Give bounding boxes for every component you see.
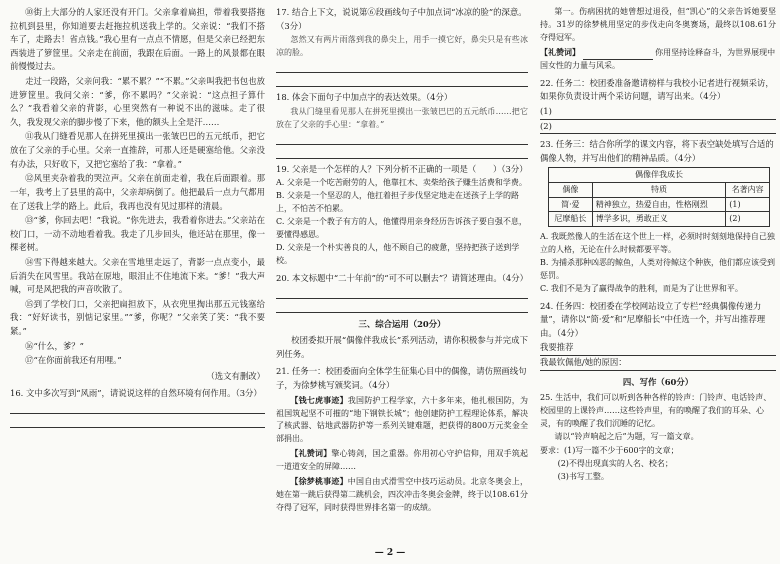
requirements — [540, 445, 776, 458]
material-label: 【钱七虎事迹】 — [290, 394, 348, 405]
passage-paragraph: ⑪我从门缝看见那人在拼死里摸出一张皱巴巴的五元纸币，把它放在了父亲的手心里。父亲一直推辞，可那人还是硬塞给他。父亲没有办法，只好收下，又把它塞给了我：“拿着。” — [10, 131, 265, 169]
item-number: (1) — [540, 105, 552, 116]
question-19: 19. 父亲是一个怎样的人？下列分析不正确的一项是（ ）（3分） — [276, 163, 528, 174]
quoted-sentence: 忽然又有两片雨落到我的鼻尖上，用手一摸它好，鼻尖只是有些冰凉的脸。 — [276, 35, 528, 58]
question-16: 16. 文中多次写到“风雨”，请说说这样的自然环境有何作用。（3分） — [10, 388, 262, 399]
line-prompt: 我最钦佩他/她的原因： — [540, 357, 627, 367]
praise-blank[interactable] — [583, 50, 653, 60]
passage-paragraph: ⑭雪下得越来越大。父亲在雪地里走远了，背影一点点变小，最后消失在风雪里。我站在原地，眼泪止不住地流下来。“爹！”我大声喊，可是风把我的声音吹散了。 — [10, 256, 265, 295]
requirement-3: (3)书写工整。 — [557, 471, 609, 481]
option-d[interactable]: D. 父亲是一个朴实善良的人，他不顾自己的疲惫，坚持把孩子送到学校。 — [276, 243, 520, 265]
table-cell-answer[interactable]: (1) — [726, 197, 770, 212]
option-b: B. 为捕杀那种凶恶的鲸鱼，人类对待鲸这个种族，他们都应该受到惩罚。 — [540, 257, 775, 280]
idol-table — [548, 167, 770, 226]
option-a[interactable]: A. 父亲是一个吃苦耐劳的人，他靠扛木、卖柴给孩子赚生活费和学费。 — [276, 178, 527, 188]
answer-line[interactable] — [276, 75, 528, 87]
requirements-title: 要求： — [540, 446, 564, 456]
quoted-sentence: 我从门缝里看见那人在拼死里摸出一张皱巴巴的五元纸币……把它放在了父亲的手心里：“拿着。” — [276, 106, 528, 129]
question-22: 22. 任务二：校团委准备邀请榜样与我校小记者进行视频采访，如果你负责设计两个采访问题，请写出来。（4分） — [540, 77, 774, 102]
answer-line[interactable] — [276, 61, 528, 73]
praise-answer — [540, 46, 776, 73]
passage-paragraph: ⑫风里夹杂着我的哭泣声。父亲在前面走着，我在后面跟着。那一年，我考上了县里的高中，父亲却病倒了。他把最后一点力气都用在了送我上学的路上。此后，我再也没有见过那样的清晨。 — [10, 173, 265, 211]
item-number: (2) — [540, 120, 552, 131]
table-cell-answer[interactable]: (2) — [726, 212, 770, 227]
question-21: 21. 任务一：校团委面向全体学生征集心目中的偶像，请仿照画线句子，为徐梦桃写颁奖词。（4分） — [276, 366, 527, 390]
passage-paragraph: ⑰“在你面前我还有用哩。” — [25, 355, 122, 366]
passage-paragraph: 走过一段路，父亲问我：“累不累？”“不累。”父亲叫我把书包也放进箩筐里。我问父亲：“爹，你不累吗？”父亲说：“这点担子算什么？”我看着父亲的背影，心里突然有一种说不出的滋味。走了很久，我发现父亲的脚步慢了下来，他的额头上全是汗…… — [10, 76, 265, 127]
question-18: 18. 体会下面句子中加点字的表达效果。（4分） — [276, 92, 453, 103]
material-text: 我国防护工程学家，六十多年来，他扎根国防，为祖国筑起坚不可摧的“地下钢铁长城”；他创建防护工程理论体系，解决了核武器、钻地武器防护等一系列关键难题，把获得的800万元奖金全部捐出。 — [276, 395, 529, 444]
passage-paragraph: ⑮到了学校门口，父亲把扁担放下，从衣兜里掏出那五元钱塞给我：“好好读书，别惦记家里。”“爹，你呢？”父亲笑了笑：“我不要紧。” — [10, 298, 265, 337]
praise-sample — [276, 447, 528, 474]
question-25: 25. 生活中，我们可以听到各种各样的铃声：门铃声、电话铃声、校园里的上课铃声……这些铃声里，有的唤醒了我们的耳朵、心灵，有的唤醒了我们沉睡的记忆。 — [540, 393, 772, 429]
material-label: 【礼赞词】 — [290, 448, 332, 459]
section-heading: 四、写作（60分） — [622, 376, 694, 387]
passage-paragraph: ⑩街上大部分的人家还没有开门。父亲拿着扁担，带着我要搭拖拉机到县里，你知道要去赶拖拉机送我上学的。父亲说：“我们不搭车了，走路去！省点钱。”我心里有一点点不情愿，但是父亲已经把东西装进了箩筐里。父亲走在前面，我跟在后面。一路上的风景都在眼前慢慢过去。 — [10, 7, 265, 72]
question-17: 17. 结合上下文，说说第⑥段画线句子中加点词“冰凉的脸”的深意。（3分） — [276, 7, 527, 31]
answer-line[interactable] — [276, 133, 528, 145]
option-c: C. 我们不是为了赢得战争的胜利，而是为了让世界和平。 — [540, 283, 743, 293]
table-caption: 偶像伴我成长 — [549, 168, 770, 183]
answer-line[interactable] — [276, 147, 528, 159]
option-b[interactable]: B. 父亲是一个坚忍的人，他扛着担子步伐坚定地走在送孩子上学的路上，不怕苦不怕累。 — [276, 191, 519, 214]
table-cell: 精神独立，热爱自由，性格刚烈 — [592, 197, 725, 212]
interview-question-2[interactable] — [540, 120, 776, 135]
reason-line[interactable] — [540, 356, 776, 371]
table-cell: 博学多识，勇敢正义 — [592, 212, 725, 227]
option-a: A. 我既然像人的生活在这个世上一样，必须时时刻刻地保持自己独立的人格，无论在什么时候都要平等。 — [540, 231, 775, 254]
recommend-line[interactable] — [540, 341, 776, 356]
answer-line[interactable] — [276, 287, 528, 299]
answer-line[interactable] — [10, 402, 265, 414]
section-intro: 校团委拟开展“偶像伴我成长”系列活动，请你积极参与并完成下列任务。 — [276, 335, 528, 359]
option-c[interactable]: C. 父亲是一个教子有方的人，他懂得用亲身经历告诉孩子要自强不息，要懂得感恩。 — [276, 217, 527, 240]
table-cell: 尼摩船长 — [549, 212, 593, 227]
source-note: （选文有删改） — [206, 370, 265, 381]
column-left — [10, 6, 265, 430]
table-cell: 简·爱 — [549, 197, 593, 212]
interview-question-1[interactable] — [540, 105, 776, 120]
table-header: 名著内容 — [726, 183, 770, 198]
page-number: — 2 — — [374, 548, 406, 558]
question-23: 23. 任务三：结合你所学的课文内容，将下表空缺处填写合适的偶像人物，并写出他们的精神品质。（4分） — [540, 139, 774, 163]
material-qianqihu — [276, 394, 528, 447]
passage-paragraph: ⑬“爹，你回去吧！”我说。“你先进去，我看着你进去。”父亲站在校门口，一动不动地看着我。我走了几步回头，他还站在那里，像一棵老树。 — [10, 215, 265, 253]
praise-hint: 你用坚持诠释奋斗，为世界展现中国女性的力量与风采。 — [540, 47, 776, 70]
material-label: 【徐梦桃事迹】 — [290, 476, 348, 487]
question-24: 24. 任务四：校团委在学校网站设立了专栏“经典偶像传递力量”，请你以“简·爱”和“尼摩船长”中任选一个，并写出推荐理由。（4分） — [540, 300, 766, 338]
essay-prompt: 请以“铃声响起之后”为题，写一篇文章。 — [554, 432, 699, 442]
material-xumengtao — [276, 475, 528, 515]
question-20: 20. 本文标题中“二十年前”的“可不可以删去”？请简述理由。（4分） — [276, 272, 528, 283]
line-prompt: 我要推荐 — [540, 342, 574, 353]
table-row — [549, 212, 770, 227]
section-heading: 三、综合运用（20分） — [358, 318, 446, 329]
table-row — [549, 197, 770, 212]
answer-line[interactable] — [276, 301, 528, 313]
requirement-1: (1)写一篇不少于600字的文章； — [564, 446, 679, 456]
material-text: 擎心铸剑，国之重器。你用初心守护信仰，用双手筑起一道道安全的屏障…… — [276, 449, 529, 472]
column-right — [540, 6, 776, 484]
praise-label: 【礼赞词】 — [540, 46, 580, 57]
table-header: 特质 — [592, 183, 725, 198]
table-header: 偶像 — [549, 183, 593, 198]
answer-line[interactable] — [10, 416, 265, 428]
material-text: 中国自由式滑雪空中技巧运动员。北京冬奥会上，她在第一跳后获得第二跳机会，四次冲击冬奥会金牌，终于以108.61分夺得了冠军，同时获得世界排名第一的成绩。 — [276, 477, 529, 513]
requirement-2: (2)不得出现真实的人名、校名； — [557, 458, 673, 468]
passage-paragraph: ⑯“什么，爹？” — [25, 340, 84, 351]
material-continued: 第一。伤病困扰的她曾想过退役，但“凯心”的父亲告诉她要坚持。31岁的徐梦桃用坚定的步伐走向冬奥赛场，最终以108.61分夺得冠军。 — [540, 7, 776, 42]
column-middle — [276, 6, 528, 516]
